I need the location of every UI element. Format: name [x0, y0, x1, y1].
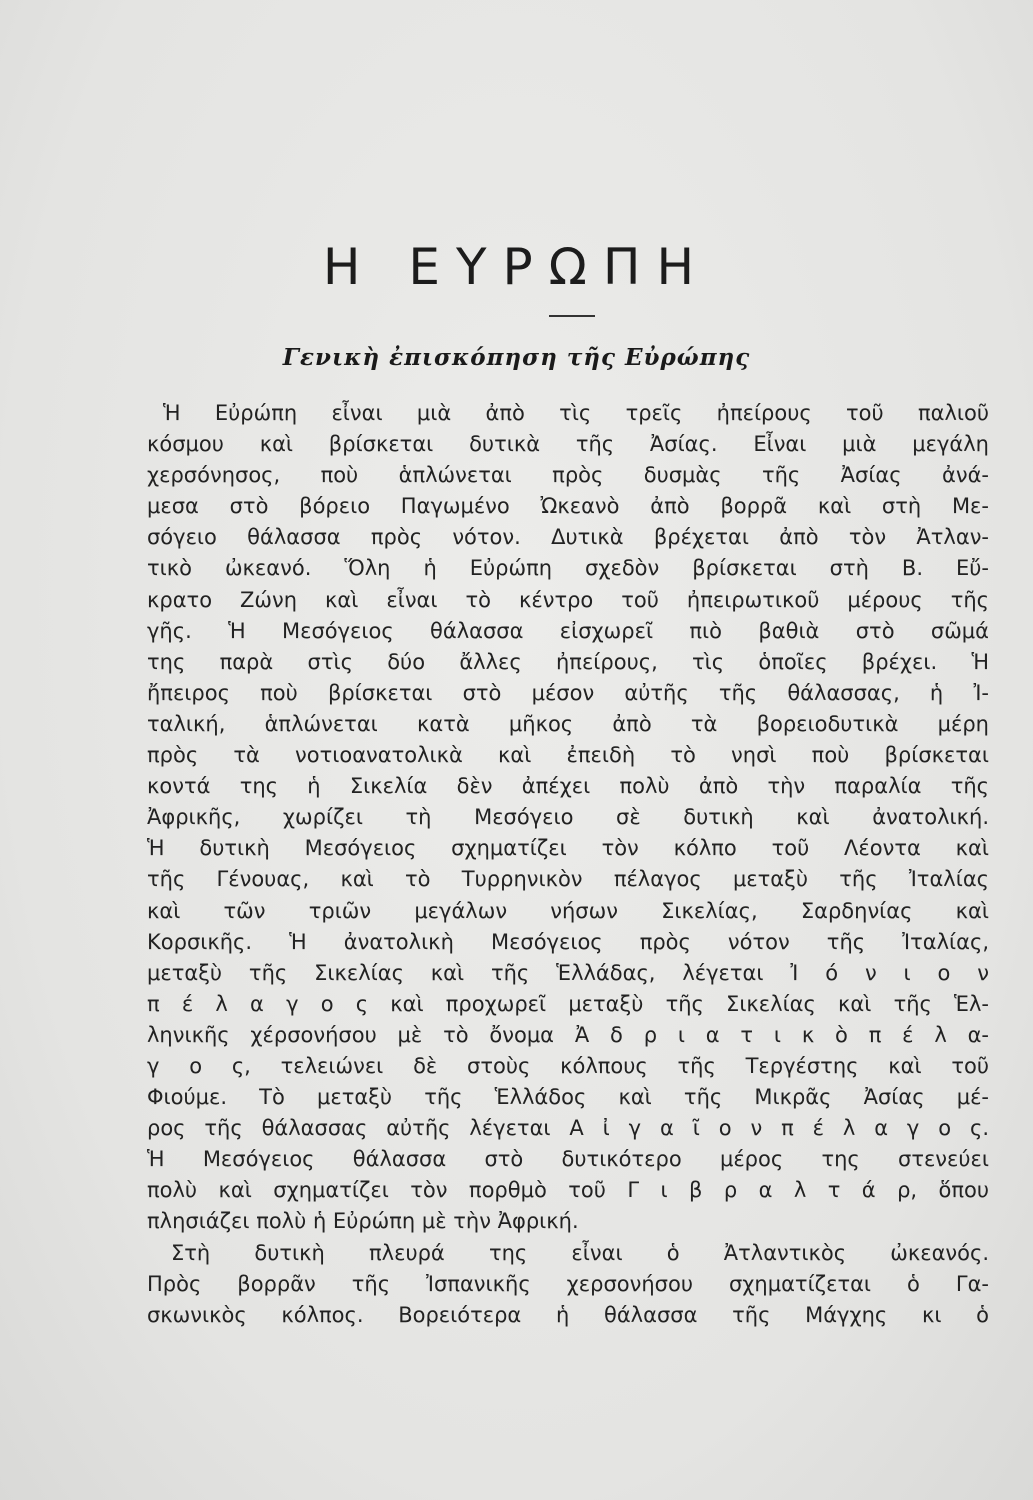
- text-line: πολὺ καὶ σχηματίζει τὸν πορθμὸ τοῦ Γ ι β ρ α λ τ ά ρ, ὅπου: [147, 1178, 989, 1203]
- text-line: ἤπειρος ποὺ βρίσκεται στὸ μέσον αὐτῆς τῆς θάλασσας, ἡ Ἰ-: [147, 680, 989, 705]
- text-line: της παρὰ στὶς δύο ἄλλες ἠπείρους, τὶς ὁποῖες βρέχει. Ἡ: [147, 649, 989, 674]
- text-line: μεσα στὸ βόρειο Παγωμένο Ὠκεανὸ ἀπὸ βορρᾶ καὶ στὴ Με-: [147, 494, 989, 519]
- text-line: πλησιάζει πολὺ ἡ Εὐρώπη μὲ τὴν Ἀφρική.: [147, 1209, 579, 1234]
- text-line: ταλική, ἁπλώνεται κατὰ μῆκος ἀπὸ τὰ βορειοδυτικὰ μέρη: [147, 711, 989, 736]
- text-line: Στὴ δυτικὴ πλευρά της εἶναι ὁ Ἀτλαντικὸς ὠκεανός.: [171, 1240, 989, 1265]
- text-line: κόσμου καὶ βρίσκεται δυτικὰ τῆς Ἀσίας. Εἶναι μιὰ μεγάλη: [147, 432, 989, 457]
- chapter-title: Η ΕΥΡΩΠΗ: [322, 238, 711, 296]
- section-heading: Γενικὴ ἐπισκόπηση τῆς Εὐρώπης: [282, 344, 751, 371]
- text-line: Ἀφρικῆς, χωρίζει τὴ Μεσόγειο σὲ δυτικὴ καὶ ἀνατολική.: [147, 805, 989, 830]
- text-line: π έ λ α γ ο ς καὶ προχωρεῖ μεταξὺ τῆς Σικελίας καὶ τῆς Ἑλ-: [147, 991, 989, 1016]
- text-line: Φιούμε. Τὸ μεταξὺ τῆς Ἑλλάδος καὶ τῆς Μικρᾶς Ἀσίας μέ-: [147, 1085, 989, 1110]
- text-line: γ ο ς, τελειώνει δὲ στοὺς κόλπους τῆς Τεργέστης καὶ τοῦ: [147, 1053, 989, 1078]
- text-line: καὶ τῶν τριῶν μεγάλων νήσων Σικελίας, Σαρδηνίας καὶ: [147, 898, 989, 923]
- text-line: τικὸ ὠκεανό. Ὅλη ἡ Εὐρώπη σχεδὸν βρίσκεται στὴ Β. Εὔ-: [147, 556, 989, 581]
- text-line: πρὸς τὰ νοτιοανατολικὰ καὶ ἐπειδὴ τὸ νησὶ ποὺ βρίσκεται: [147, 743, 989, 768]
- text-line: σκωνικὸς κόλπος. Βορειότερα ἡ θάλασσα τῆς Μάγχης κι ὁ: [147, 1302, 989, 1327]
- text-line: κοντά της ἡ Σικελία δὲν ἀπέχει πολὺ ἀπὸ τὴν παραλία τῆς: [147, 774, 989, 799]
- text-line: Πρὸς βορρᾶν τῆς Ἰσπανικῆς χερσονήσου σχηματίζεται ὁ Γα-: [147, 1271, 989, 1296]
- text-line: τῆς Γένουας, καὶ τὸ Τυρρηνικὸν πέλαγος μεταξὺ τῆς Ἰταλίας: [147, 867, 989, 892]
- text-line: μεταξὺ τῆς Σικελίας καὶ τῆς Ἑλλάδας, λέγεται Ἰ ό ν ι ο ν: [147, 960, 989, 985]
- text-line: χερσόνησος, ποὺ ἁπλώνεται πρὸς δυσμὰς τῆς Ἀσίας ἀνά-: [147, 463, 989, 488]
- body-text: [147, 398, 989, 1331]
- text-line: Ἡ Εὐρώπη εἶναι μιὰ ἀπὸ τὶς τρεῖς ἠπείρους τοῦ παλιοῦ: [163, 401, 989, 425]
- title-divider: [549, 315, 595, 317]
- text-line: Ἡ Μεσόγειος θάλασσα στὸ δυτικότερο μέρος της στενεύει: [147, 1147, 989, 1172]
- text-line: κρατο Ζώνη καὶ εἶναι τὸ κέντρο τοῦ ἠπειρωτικοῦ μέρους τῆς: [147, 587, 989, 612]
- text-line: Ἡ δυτικὴ Μεσόγειος σχηματίζει τὸν κόλπο τοῦ Λέοντα καὶ: [147, 836, 989, 861]
- text-line: γῆς. Ἡ Μεσόγειος θάλασσα εἰσχωρεῖ πιὸ βαθιὰ στὸ σῶμά: [147, 618, 989, 643]
- text-line: Κορσικῆς. Ἡ ἀνατολικὴ Μεσόγειος πρὸς νότον τῆς Ἰταλίας,: [147, 929, 989, 954]
- text-line: ληνικῆς χέρσονήσου μὲ τὸ ὄνομα Ἀ δ ρ ι α τ ι κ ὸ π έ λ α-: [147, 1022, 989, 1047]
- text-line: ρος τῆς θάλασσας αὐτῆς λέγεται Α ἰ γ α ῖ ο ν π έ λ α γ ο ς.: [147, 1116, 989, 1141]
- text-line: σόγειο θάλασσα πρὸς νότον. Δυτικὰ βρέχεται ἀπὸ τὸν Ἀτλαν-: [147, 525, 989, 550]
